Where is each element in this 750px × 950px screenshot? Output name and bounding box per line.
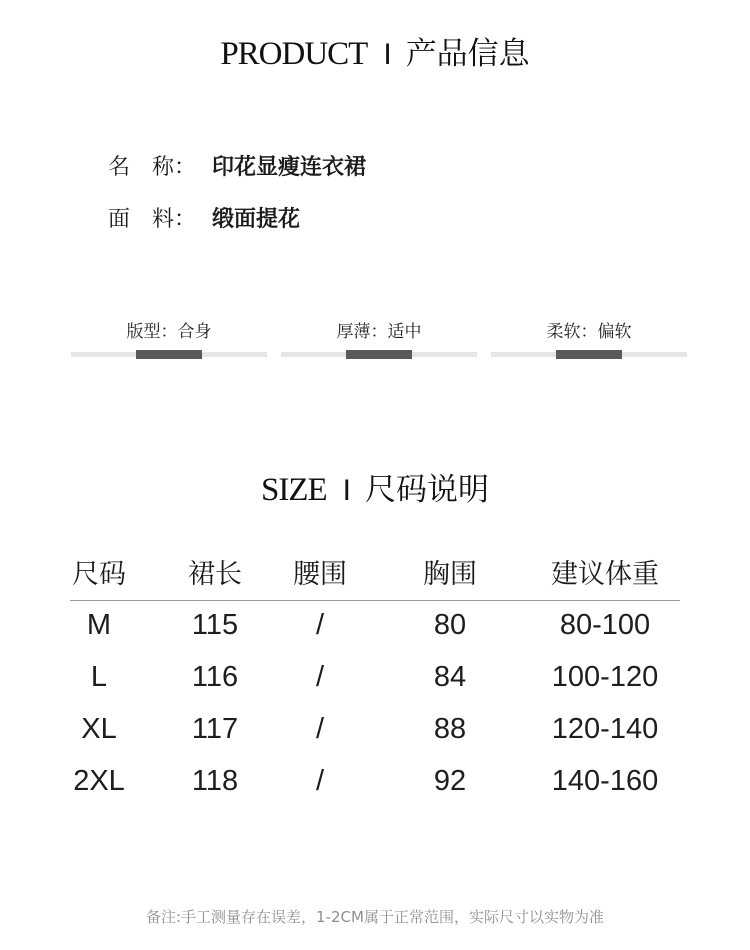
size-title-en: SIZE <box>260 472 327 508</box>
measurement-footnote: 备注:手工测量存在误差，1-2CM属于正常范围，实际尺寸以实物为准 <box>146 908 604 926</box>
table-row <box>70 609 680 661</box>
cell-size: M <box>86 609 112 641</box>
header-weight: 建议体重 <box>551 559 659 590</box>
cell-size: L <box>90 661 108 693</box>
title-separator: I <box>383 38 392 71</box>
cell-length: 118 <box>191 765 239 797</box>
table-row <box>70 661 680 713</box>
cell-weight: 120-140 <box>551 713 659 745</box>
meter-fit-name: 版型： <box>126 322 178 342</box>
size-table <box>70 552 680 817</box>
size-title <box>0 464 750 509</box>
meter-softness-name: 柔软： <box>546 322 598 342</box>
meter-softness <box>491 317 687 367</box>
header-length: 裙长 <box>188 559 242 590</box>
fabric-value: 缎面提花 <box>212 207 301 232</box>
meter-fit <box>71 317 267 367</box>
size-title-separator: I <box>342 474 351 507</box>
cell-waist: / <box>315 713 325 745</box>
header-size: 尺码 <box>72 559 126 590</box>
meter-fit-fill <box>136 350 202 359</box>
cell-weight: 140-160 <box>551 765 659 797</box>
name-value: 印花显瘦连衣裙 <box>212 155 367 180</box>
meter-softness-value: 偏软 <box>597 322 632 342</box>
cell-waist: / <box>315 765 325 797</box>
product-title-en: PRODUCT <box>220 36 368 72</box>
cell-length: 117 <box>191 713 239 745</box>
table-row <box>70 765 680 817</box>
cell-weight: 80-100 <box>559 609 651 641</box>
size-title-zh: 尺码说明 <box>365 472 489 508</box>
meter-softness-fill <box>556 350 622 359</box>
meter-thickness <box>281 317 477 367</box>
info-row-name <box>108 150 366 181</box>
fabric-label: 面 料： <box>108 207 197 232</box>
cell-waist: / <box>315 661 325 693</box>
product-info-title <box>0 28 750 73</box>
name-label: 名 称： <box>108 155 197 180</box>
product-title-zh: 产品信息 <box>405 36 530 72</box>
cell-bust: 88 <box>433 713 467 745</box>
meter-thickness-label <box>281 317 477 342</box>
meter-fit-label <box>71 317 267 342</box>
meter-thickness-name: 厚薄： <box>336 322 388 342</box>
cell-length: 116 <box>191 661 239 693</box>
meter-thickness-value: 适中 <box>387 322 422 342</box>
cell-bust: 92 <box>433 765 467 797</box>
cell-size: XL <box>81 713 117 745</box>
cell-weight: 100-120 <box>551 661 659 693</box>
cell-size: 2XL <box>73 765 125 797</box>
header-waist: 腰围 <box>293 559 347 590</box>
info-row-fabric <box>108 202 300 233</box>
cell-length: 115 <box>191 609 239 641</box>
size-table-header <box>70 552 680 601</box>
table-row <box>70 713 680 765</box>
meter-fit-value: 合身 <box>177 322 212 342</box>
meter-thickness-fill <box>346 350 412 359</box>
meter-softness-label <box>491 317 687 342</box>
cell-bust: 80 <box>433 609 467 641</box>
header-bust: 胸围 <box>423 559 477 590</box>
cell-waist: / <box>315 609 325 641</box>
cell-bust: 84 <box>433 661 467 693</box>
